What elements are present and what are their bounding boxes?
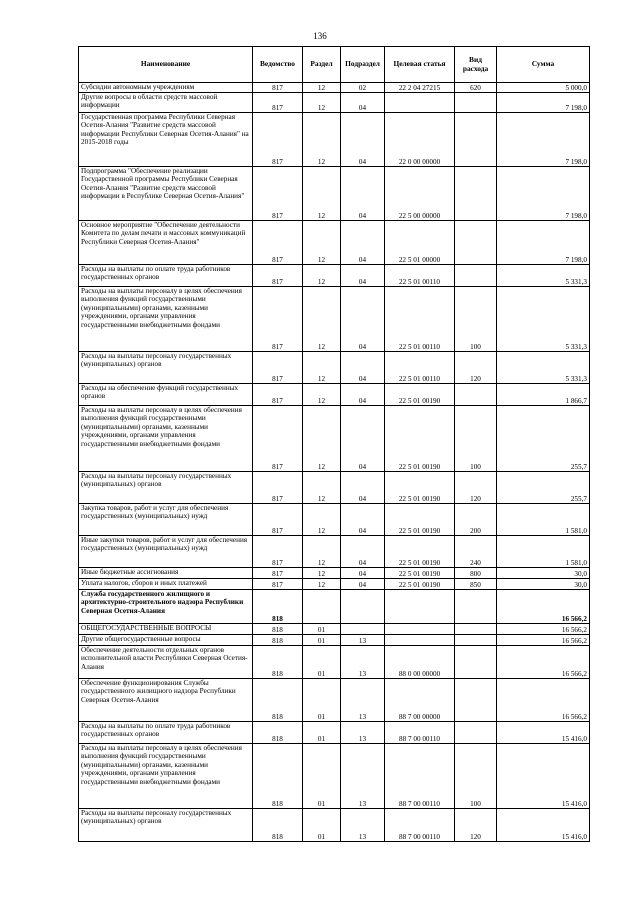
row-subsection: 04 xyxy=(341,536,385,568)
table-row xyxy=(79,472,590,504)
row-subsection: 04 xyxy=(341,113,385,167)
row-name: Другие вопросы в области средств массовой информации xyxy=(79,93,253,113)
row-target: 22 5 01 00190 xyxy=(385,384,455,406)
row-section: 01 xyxy=(303,722,341,744)
row-target: 88 0 00 00000 xyxy=(385,646,455,679)
row-subsection: 04 xyxy=(341,406,385,472)
row-type: 800 xyxy=(455,568,497,579)
row-type xyxy=(455,93,497,113)
row-target: 22 5 01 00110 xyxy=(385,265,455,287)
header-dept: Ведомство xyxy=(253,47,303,83)
row-type xyxy=(455,167,497,221)
row-target: 88 7 00 00110 xyxy=(385,809,455,842)
table-row xyxy=(79,287,590,352)
row-dept: 818 xyxy=(253,590,303,624)
row-dept: 818 xyxy=(253,722,303,744)
row-section: 01 xyxy=(303,635,341,646)
row-section: 01 xyxy=(303,809,341,842)
row-name: Расходы на выплаты по оплате труда работников государственных органов xyxy=(79,722,253,744)
table-row xyxy=(79,568,590,579)
row-name: Государственная программа Республики Северная Осетия-Алания "Развитие средств массовой информации Республики Северная Осетия-Алания" на 2015-2018 годы xyxy=(79,113,253,167)
row-dept: 817 xyxy=(253,93,303,113)
row-section: 12 xyxy=(303,472,341,504)
row-subsection: 04 xyxy=(341,472,385,504)
row-section: 12 xyxy=(303,579,341,590)
row-subsection: 13 xyxy=(341,679,385,722)
row-target xyxy=(385,635,455,646)
row-sum: 5 331,3 xyxy=(497,265,590,287)
table-row xyxy=(79,504,590,536)
row-section: 12 xyxy=(303,384,341,406)
row-subsection xyxy=(341,590,385,624)
table-row xyxy=(79,744,590,809)
row-target: 22 5 00 00000 xyxy=(385,167,455,221)
row-name: Служба государственного жилищного и архитектурно-строительного надзора Республики Северная Осетия-Алания xyxy=(79,590,253,624)
row-sum: 16 566,2 xyxy=(497,635,590,646)
table-row xyxy=(79,635,590,646)
row-subsection: 13 xyxy=(341,646,385,679)
row-type xyxy=(455,384,497,406)
row-name: Уплата налогов, сборов и иных платежей xyxy=(79,579,253,590)
row-dept: 817 xyxy=(253,221,303,265)
row-name: ОБЩЕГОСУДАРСТВЕННЫЕ ВОПРОСЫ xyxy=(79,624,253,635)
row-dept: 817 xyxy=(253,265,303,287)
row-sum: 1 581,0 xyxy=(497,504,590,536)
row-section xyxy=(303,590,341,624)
row-section: 12 xyxy=(303,265,341,287)
row-sum: 5 331,3 xyxy=(497,352,590,384)
row-section: 12 xyxy=(303,221,341,265)
row-name: Расходы на выплаты персоналу государственных (муниципальных) органов xyxy=(79,809,253,842)
row-type xyxy=(455,646,497,679)
row-dept: 817 xyxy=(253,287,303,352)
row-dept: 817 xyxy=(253,352,303,384)
row-type xyxy=(455,113,497,167)
row-target: 22 5 01 00190 xyxy=(385,472,455,504)
row-target: 22 5 01 00190 xyxy=(385,406,455,472)
row-type xyxy=(455,265,497,287)
row-sum: 16 566,2 xyxy=(497,646,590,679)
row-name: Расходы на выплаты персоналу в целях обеспечения выполнения функций государственными (муниципальными) органами, казенными учреждениями, органами управления государственными внебюджетными фондами xyxy=(79,406,253,472)
header-sum: Сумма xyxy=(497,47,590,83)
row-dept: 817 xyxy=(253,113,303,167)
row-target: 88 7 00 00000 xyxy=(385,679,455,722)
row-name: Расходы на выплаты персоналу в целях обеспечения выполнения функций государственными (муниципальными) органами, казенными учреждениями, органами управления государственными внебюджетными фондами xyxy=(79,744,253,809)
row-name: Обеспечение функционирования Службы государственного жилищного надзора Республики Северная Осетия-Алания xyxy=(79,679,253,722)
table-row xyxy=(79,83,590,93)
row-subsection: 04 xyxy=(341,568,385,579)
row-target: 22 5 01 00190 xyxy=(385,579,455,590)
row-target: 22 5 01 00190 xyxy=(385,568,455,579)
row-type: 100 xyxy=(455,744,497,809)
header-target: Целевая статья xyxy=(385,47,455,83)
row-type xyxy=(455,679,497,722)
table-row xyxy=(79,579,590,590)
row-dept: 818 xyxy=(253,679,303,722)
row-section: 12 xyxy=(303,167,341,221)
budget-table xyxy=(78,46,590,842)
row-name: Расходы на выплаты персоналу в целях обеспечения выполнения функций государственными (муниципальными) органами, казенными учреждениями, органами управления государственными внебюджетными фондами xyxy=(79,287,253,352)
row-type: 620 xyxy=(455,83,497,93)
row-type: 100 xyxy=(455,406,497,472)
table-row xyxy=(79,536,590,568)
row-target xyxy=(385,624,455,635)
row-dept: 818 xyxy=(253,809,303,842)
row-section: 12 xyxy=(303,287,341,352)
row-subsection: 13 xyxy=(341,722,385,744)
table-row xyxy=(79,679,590,722)
row-type: 120 xyxy=(455,809,497,842)
header-subsection: Подраздел xyxy=(341,47,385,83)
row-dept: 817 xyxy=(253,83,303,93)
header-type: Вид расхода xyxy=(455,47,497,83)
row-name: Другие общегосударственные вопросы xyxy=(79,635,253,646)
row-name: Иные закупки товаров, работ и услуг для обеспечения государственных (муниципальных) нужд xyxy=(79,536,253,568)
row-subsection: 04 xyxy=(341,167,385,221)
row-name: Иные бюджетные ассигнования xyxy=(79,568,253,579)
row-type: 850 xyxy=(455,579,497,590)
row-sum: 7 198,0 xyxy=(497,93,590,113)
row-sum: 16 566,2 xyxy=(497,624,590,635)
row-dept: 817 xyxy=(253,568,303,579)
table-row xyxy=(79,352,590,384)
row-target: 22 2 04 27215 xyxy=(385,83,455,93)
row-dept: 817 xyxy=(253,384,303,406)
row-sum: 16 566,2 xyxy=(497,679,590,722)
row-subsection: 04 xyxy=(341,352,385,384)
header-row xyxy=(79,47,590,83)
row-target: 22 5 01 00110 xyxy=(385,352,455,384)
page-number: 136 xyxy=(313,31,327,41)
row-section: 12 xyxy=(303,352,341,384)
row-sum: 7 198,0 xyxy=(497,221,590,265)
row-name: Основное мероприятие "Обеспечение деятельности Комитета по делам печати и массовых коммуникаций Республики Северная Осетия-Алания" xyxy=(79,221,253,265)
row-target: 88 7 00 00110 xyxy=(385,744,455,809)
row-type xyxy=(455,590,497,624)
row-type: 240 xyxy=(455,536,497,568)
row-subsection: 04 xyxy=(341,579,385,590)
row-section: 12 xyxy=(303,536,341,568)
row-name: Расходы на выплаты персоналу государственных (муниципальных) органов xyxy=(79,352,253,384)
row-section: 12 xyxy=(303,93,341,113)
row-dept: 817 xyxy=(253,472,303,504)
row-sum: 255,7 xyxy=(497,472,590,504)
row-sum: 1 581,0 xyxy=(497,536,590,568)
row-name: Субсидии автономным учреждениям xyxy=(79,83,253,93)
row-target xyxy=(385,590,455,624)
row-dept: 817 xyxy=(253,167,303,221)
row-section: 01 xyxy=(303,646,341,679)
row-name: Обеспечение деятельности отдельных органов исполнительной власти Республики Северная Осетия-Алания xyxy=(79,646,253,679)
row-type: 120 xyxy=(455,352,497,384)
row-target: 22 5 01 00000 xyxy=(385,221,455,265)
row-type: 200 xyxy=(455,504,497,536)
row-subsection: 04 xyxy=(341,221,385,265)
row-sum: 1 866,7 xyxy=(497,384,590,406)
row-type xyxy=(455,635,497,646)
row-name: Подпрограмма "Обеспечение реализации Государственной программы Республики Северная Осетия-Алания "Развитие средств массовой информации в Республике Северная Осетия-Алания" xyxy=(79,167,253,221)
row-target: 22 5 01 00190 xyxy=(385,504,455,536)
row-dept: 818 xyxy=(253,744,303,809)
row-type: 100 xyxy=(455,287,497,352)
table-row xyxy=(79,722,590,744)
row-dept: 818 xyxy=(253,624,303,635)
table-row xyxy=(79,167,590,221)
row-sum: 5 000,0 xyxy=(497,83,590,93)
row-subsection: 04 xyxy=(341,265,385,287)
row-dept: 817 xyxy=(253,579,303,590)
header-name: Наименование xyxy=(79,47,253,83)
table-row xyxy=(79,590,590,624)
row-name: Расходы на обеспечение функций государственных органов xyxy=(79,384,253,406)
row-dept: 817 xyxy=(253,536,303,568)
row-subsection: 04 xyxy=(341,287,385,352)
row-dept: 818 xyxy=(253,646,303,679)
table-row xyxy=(79,93,590,113)
row-target xyxy=(385,93,455,113)
table-row xyxy=(79,406,590,472)
row-section: 12 xyxy=(303,406,341,472)
row-section: 12 xyxy=(303,568,341,579)
table-row xyxy=(79,221,590,265)
row-sum: 5 331,3 xyxy=(497,287,590,352)
row-dept: 817 xyxy=(253,504,303,536)
table-row xyxy=(79,113,590,167)
table-row xyxy=(79,265,590,287)
row-target: 22 0 00 00000 xyxy=(385,113,455,167)
row-subsection: 13 xyxy=(341,809,385,842)
row-dept: 817 xyxy=(253,406,303,472)
header-section: Раздел xyxy=(303,47,341,83)
row-section: 01 xyxy=(303,744,341,809)
row-sum: 15 416,0 xyxy=(497,744,590,809)
row-sum: 15 416,0 xyxy=(497,809,590,842)
row-type xyxy=(455,722,497,744)
row-sum: 30,0 xyxy=(497,579,590,590)
row-target: 22 5 01 00110 xyxy=(385,287,455,352)
row-sum: 30,0 xyxy=(497,568,590,579)
row-subsection: 04 xyxy=(341,504,385,536)
table-row xyxy=(79,624,590,635)
row-subsection: 04 xyxy=(341,93,385,113)
row-subsection: 02 xyxy=(341,83,385,93)
row-subsection: 13 xyxy=(341,744,385,809)
table-row xyxy=(79,809,590,842)
row-sum: 7 198,0 xyxy=(497,113,590,167)
row-sum: 15 416,0 xyxy=(497,722,590,744)
row-section: 01 xyxy=(303,624,341,635)
row-subsection xyxy=(341,624,385,635)
row-type xyxy=(455,221,497,265)
row-subsection: 13 xyxy=(341,635,385,646)
row-section: 12 xyxy=(303,83,341,93)
row-section: 01 xyxy=(303,679,341,722)
row-type: 120 xyxy=(455,472,497,504)
row-sum: 7 198,0 xyxy=(497,167,590,221)
row-dept: 818 xyxy=(253,635,303,646)
row-sum: 255,7 xyxy=(497,406,590,472)
row-name: Расходы на выплаты персоналу государственных (муниципальных) органов xyxy=(79,472,253,504)
row-section: 12 xyxy=(303,504,341,536)
row-type xyxy=(455,624,497,635)
row-subsection: 04 xyxy=(341,384,385,406)
row-target: 88 7 00 00110 xyxy=(385,722,455,744)
row-sum: 16 566,2 xyxy=(497,590,590,624)
table-row xyxy=(79,384,590,406)
table-row xyxy=(79,646,590,679)
row-target: 22 5 01 00190 xyxy=(385,536,455,568)
row-name: Закупка товаров, работ и услуг для обеспечения государственных (муниципальных) нужд xyxy=(79,504,253,536)
row-section: 12 xyxy=(303,113,341,167)
row-name: Расходы на выплаты по оплате труда работников государственных органов xyxy=(79,265,253,287)
